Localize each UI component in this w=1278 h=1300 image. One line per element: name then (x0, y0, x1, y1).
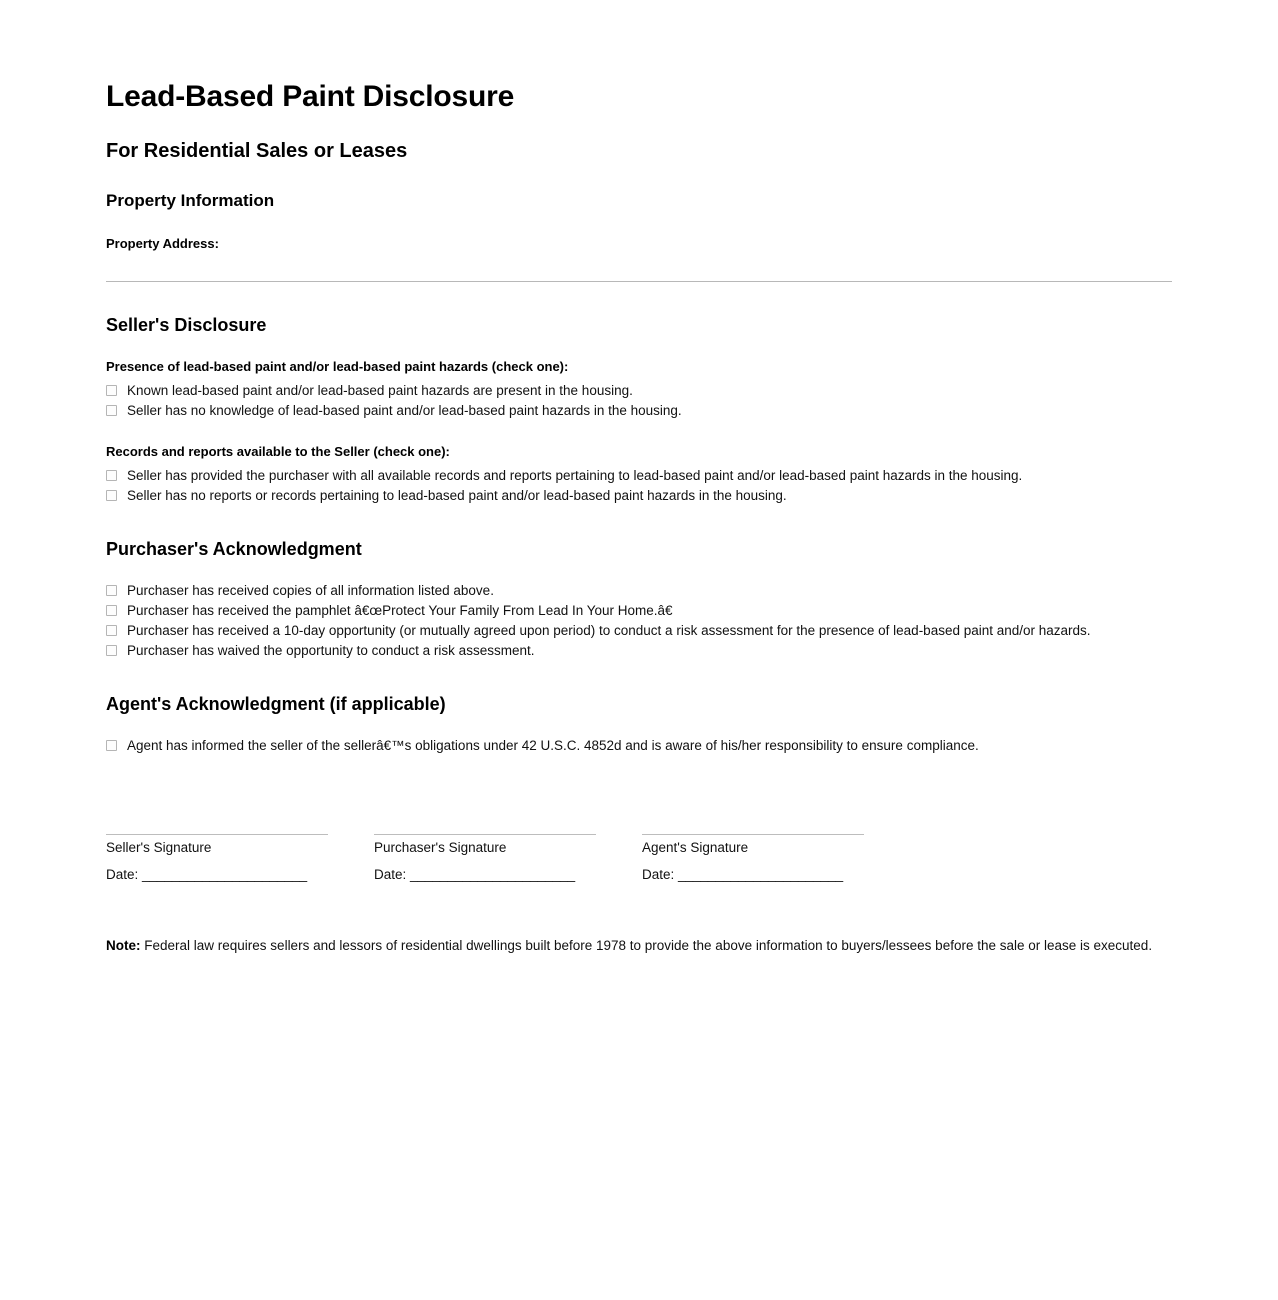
signature-date-field[interactable]: Date: ______________________ (374, 867, 576, 882)
list-item-label: Agent has informed the seller of the sellerâ€™s obligations under 42 U.S.C. 4852d and is aware of his/her responsibility to ensure compliance. (127, 738, 979, 753)
list-item-label: Purchaser has received copies of all information listed above. (127, 583, 494, 598)
checkbox-icon[interactable] (106, 585, 117, 596)
checkbox-icon[interactable] (106, 740, 117, 751)
records-option-list (106, 459, 1172, 505)
list-item[interactable] (106, 381, 1172, 400)
seller-signature-column (106, 834, 374, 882)
purchaser-option-list (106, 560, 1172, 660)
list-item-label: Purchaser has waived the opportunity to conduct a risk assessment. (127, 643, 535, 658)
signature-caption: Seller's Signature (106, 840, 212, 855)
signature-date-field[interactable]: Date: ______________________ (106, 867, 308, 882)
signature-caption: Agent's Signature (642, 840, 749, 855)
checkbox-icon[interactable] (106, 470, 117, 481)
list-item[interactable] (106, 401, 1172, 420)
checkbox-icon[interactable] (106, 490, 117, 501)
agents-acknowledgment-heading: Agent's Acknowledgment (if applicable) (106, 694, 446, 714)
list-item[interactable] (106, 601, 1172, 620)
list-item[interactable] (106, 641, 1172, 660)
list-item-label: Purchaser has received the pamphlet â€œProtect Your Family From Lead In Your Home.â€ (127, 603, 681, 618)
checkbox-icon[interactable] (106, 605, 117, 616)
list-item[interactable] (106, 736, 1172, 755)
list-item-label: Seller has no knowledge of lead-based paint and/or lead-based paint hazards in the housing. (127, 403, 682, 418)
list-item[interactable] (106, 466, 1172, 485)
checkbox-icon[interactable] (106, 625, 117, 636)
purchasers-acknowledgment-heading: Purchaser's Acknowledgment (106, 539, 362, 559)
signature-caption: Purchaser's Signature (374, 840, 507, 855)
list-item-label: Purchaser has received a 10-day opportunity (or mutually agreed upon period) to conduct a risk assessment for the presence of lead-based paint and/or hazards. (127, 623, 1091, 638)
list-item-label: Known lead-based paint and/or lead-based paint hazards are present in the housing. (127, 383, 633, 398)
page-subtitle: For Residential Sales or Leases (106, 140, 408, 162)
presence-option-list (106, 374, 1172, 420)
checkbox-icon[interactable] (106, 405, 117, 416)
page-title: Lead-Based Paint Disclosure (106, 80, 515, 113)
list-item[interactable] (106, 581, 1172, 600)
signature-date-field[interactable]: Date: ______________________ (642, 867, 844, 882)
list-item[interactable] (106, 621, 1172, 640)
records-check-label: Records and reports available to the Seller (check one): (106, 444, 450, 459)
presence-check-label: Presence of lead-based paint and/or lead-based paint hazards (check one): (106, 359, 569, 374)
property-information-heading: Property Information (106, 191, 275, 210)
purchaser-signature-column (374, 834, 642, 882)
property-address-label: Property Address: (106, 236, 219, 251)
agent-option-list (106, 715, 1172, 755)
property-address-blank (106, 251, 1172, 271)
footer-note (106, 896, 1168, 955)
sellers-disclosure-heading: Seller's Disclosure (106, 315, 267, 335)
list-item[interactable] (106, 486, 1172, 505)
footer-note-text: Federal law requires sellers and lessors of residential dwellings built before 1978 to provide the above information to buyers/lessees before the sale or lease is executed. (140, 937, 1153, 953)
signature-block (106, 756, 1172, 882)
checkbox-icon[interactable] (106, 645, 117, 656)
list-item-label: Seller has provided the purchaser with all available records and reports pertaining to lead-based paint and/or lead-based paint hazards in the housing. (127, 468, 1023, 483)
checkbox-icon[interactable] (106, 385, 117, 396)
footer-note-label: Note: (106, 937, 141, 953)
list-item-label: Seller has no reports or records pertaining to lead-based paint and/or lead-based paint hazards in the housing. (127, 488, 787, 503)
agent-signature-column (642, 834, 910, 882)
